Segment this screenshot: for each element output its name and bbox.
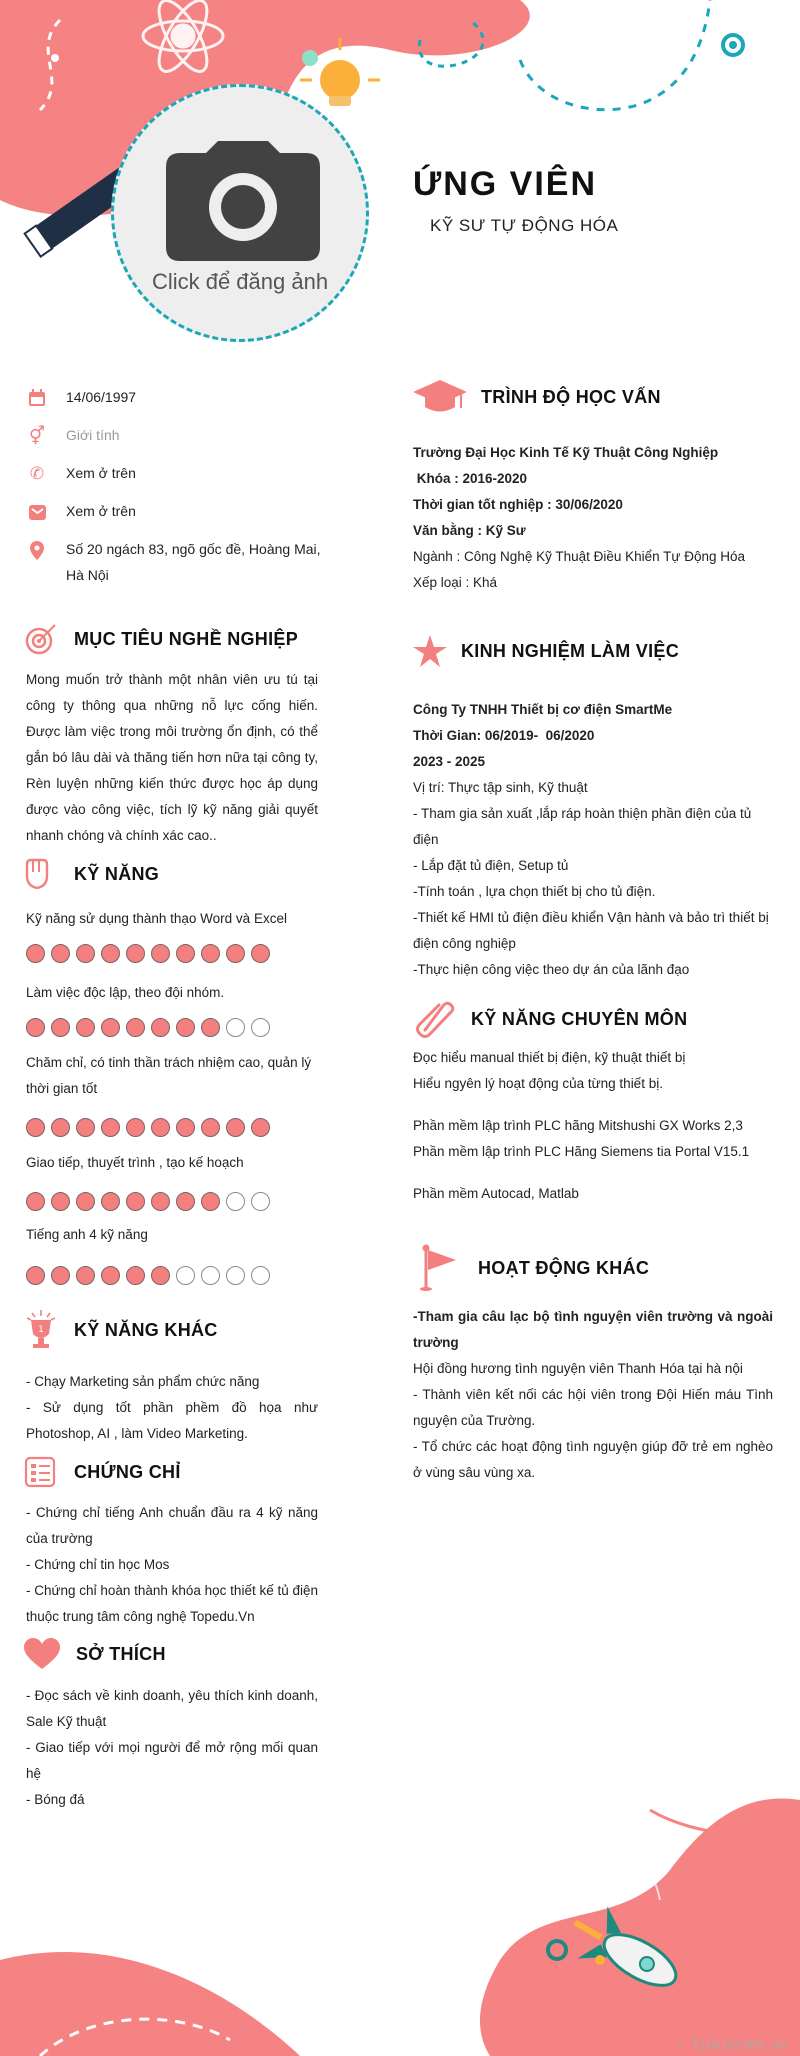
skill-rating bbox=[26, 1018, 270, 1037]
other-skills-text bbox=[26, 1369, 318, 1447]
avatar-upload[interactable] bbox=[111, 84, 369, 342]
rating-dot-filled bbox=[176, 1018, 195, 1037]
skill-label: Làm việc độc lập, theo đội nhóm. bbox=[26, 985, 225, 1000]
pro-skill-line: Phần mềm Autocad, Matlab bbox=[413, 1186, 579, 1201]
rating-dot-filled bbox=[151, 1118, 170, 1137]
education-graduation: Thời gian tốt nghiệp : 30/06/2020 bbox=[413, 497, 623, 512]
education-school: Trường Đại Học Kinh Tế Kỹ Thuật Công Nghiệp bbox=[413, 445, 719, 460]
rating-dot-filled bbox=[51, 1266, 70, 1285]
gender-value: Giới tính bbox=[66, 427, 120, 443]
rating-dot-filled bbox=[126, 1118, 145, 1137]
rating-dot-empty bbox=[251, 1192, 270, 1211]
svg-text:1: 1 bbox=[38, 1325, 44, 1335]
rating-dot-filled bbox=[26, 1192, 45, 1211]
objective-title: MỤC TIÊU NGHỀ NGHIỆP bbox=[74, 628, 299, 649]
education-body bbox=[413, 440, 773, 596]
dob-row bbox=[26, 388, 136, 410]
experience-body bbox=[413, 697, 773, 983]
job-title: KỸ SƯ TỰ ĐỘNG HÓA bbox=[430, 216, 619, 235]
rating-dot-filled bbox=[201, 1018, 220, 1037]
experience-line: -Tính toán , lựa chọn thiết bị cho tủ điện. bbox=[413, 884, 656, 899]
rating-dot-empty bbox=[176, 1266, 195, 1285]
pro-skills-header bbox=[413, 998, 687, 1040]
hobby-line: - Bóng đá bbox=[26, 1792, 85, 1807]
experience-line: - Lắp đặt tủ điện, Setup tủ bbox=[413, 858, 569, 873]
rating-dot-empty bbox=[226, 1266, 245, 1285]
experience-line: Vị trí: Thực tập sinh, Kỹ thuật bbox=[413, 780, 588, 795]
rating-dot-filled bbox=[51, 1118, 70, 1137]
rating-dot-filled bbox=[226, 1118, 245, 1137]
star-icon bbox=[413, 635, 447, 667]
rating-dot-filled bbox=[76, 1192, 95, 1211]
rating-dot-filled bbox=[201, 1192, 220, 1211]
other-skill-line: - Sử dụng tốt phần phềm đồ họa như Photoshop, AI , làm Video Marketing. bbox=[26, 1400, 318, 1441]
rating-dot-filled bbox=[76, 1266, 95, 1285]
rating-dot-filled bbox=[101, 1118, 120, 1137]
activities-title: HOẠT ĐỘNG KHÁC bbox=[478, 1257, 650, 1278]
rating-dot-filled bbox=[226, 944, 245, 963]
rating-dot-filled bbox=[101, 1018, 120, 1037]
rating-dot-filled bbox=[151, 1018, 170, 1037]
skill-label: Giao tiếp, thuyết trình , tạo kế hoạch bbox=[26, 1155, 244, 1170]
skill-rating bbox=[26, 944, 270, 963]
rating-dot-filled bbox=[26, 1018, 45, 1037]
address-value: Số 20 ngách 83, ngõ gốc đề, Hoàng Mai, Hà Nội bbox=[66, 541, 321, 583]
rating-dot-filled bbox=[151, 1192, 170, 1211]
rating-dot-filled bbox=[126, 944, 145, 963]
experience-time: Thời Gian: 06/2019- 06/2020 bbox=[413, 728, 595, 743]
address-row bbox=[26, 540, 326, 588]
rating-dot-filled bbox=[76, 944, 95, 963]
hobby-line: - Đọc sách về kinh doanh, yêu thích kinh doanh, Sale Kỹ thuật bbox=[26, 1688, 318, 1729]
skill-rating bbox=[26, 1118, 270, 1137]
skill-label: Chăm chỉ, có tinh thần trách nhiệm cao, quản lý thời gian tốt bbox=[26, 1055, 312, 1096]
flag-icon bbox=[420, 1244, 458, 1292]
activities-body bbox=[413, 1304, 773, 1486]
hobbies-title: SỞ THÍCH bbox=[76, 1643, 166, 1664]
rating-dot-filled bbox=[51, 1018, 70, 1037]
graduation-cap-icon bbox=[413, 380, 467, 414]
activity-line: Hội đồng hương tình nguyện viên Thanh Hóa tại hà nội bbox=[413, 1361, 743, 1376]
experience-line: - Tham gia sản xuất ,lắp ráp hoàn thiện phần điện của tủ điện bbox=[413, 806, 752, 847]
candidate-name: ỨNG VIÊN bbox=[413, 165, 598, 203]
rating-dot-filled bbox=[151, 944, 170, 963]
calendar-icon bbox=[26, 388, 48, 408]
rating-dot-filled bbox=[176, 1192, 195, 1211]
skill-rating bbox=[26, 1266, 270, 1285]
other-skill-line: - Chạy Marketing sản phẩm chức năng bbox=[26, 1374, 260, 1389]
experience-title: KINH NGHIỆM LÀM VIỆC bbox=[461, 640, 680, 661]
hobby-line: - Giao tiếp với mọi người để mở rộng mối quan hệ bbox=[26, 1740, 318, 1781]
education-degree: Văn bằng : Kỹ Sư bbox=[413, 523, 526, 538]
rating-dot-filled bbox=[101, 944, 120, 963]
skill-rating bbox=[26, 1192, 270, 1211]
rating-dot-filled bbox=[76, 1018, 95, 1037]
skills-header bbox=[24, 858, 159, 890]
experience-line: -Thiết kế HMI tủ điện điều khiển Vận hành và bảo trì thiết bị điện công nghiệp bbox=[413, 910, 769, 951]
skill-label: Tiếng anh 4 kỹ năng bbox=[26, 1227, 148, 1242]
activities-header bbox=[420, 1244, 649, 1292]
hobbies-header bbox=[24, 1638, 166, 1670]
activities-headline: -Tham gia câu lạc bộ tình nguyện viên trường và ngoài trường bbox=[413, 1309, 773, 1350]
email-icon bbox=[26, 502, 48, 522]
rating-dot-empty bbox=[251, 1266, 270, 1285]
trophy-icon bbox=[24, 1310, 58, 1350]
education-rank: Xếp loại : Khá bbox=[413, 575, 498, 590]
fist-icon bbox=[24, 858, 50, 890]
experience-company: Công Ty TNHH Thiết bị cơ điện SmartMe bbox=[413, 702, 673, 717]
email-row bbox=[26, 502, 136, 524]
rating-dot-filled bbox=[101, 1266, 120, 1285]
pro-skill-line: Hiểu ngyên lý hoạt động của từng thiết bị. bbox=[413, 1076, 663, 1091]
rating-dot-filled bbox=[176, 944, 195, 963]
rating-dot-filled bbox=[26, 944, 45, 963]
rating-dot-filled bbox=[251, 944, 270, 963]
rating-dot-empty bbox=[226, 1192, 245, 1211]
rating-dot-filled bbox=[51, 944, 70, 963]
heart-icon bbox=[24, 1638, 60, 1670]
gender-row bbox=[26, 426, 120, 448]
activity-line: - Tổ chức các hoạt động tình nguyện giúp đỡ trẻ em nghèo ở vùng sâu vùng xa. bbox=[413, 1439, 773, 1480]
certificates-title: CHỨNG CHỈ bbox=[74, 1461, 181, 1482]
location-pin-icon bbox=[26, 540, 48, 560]
rating-dot-filled bbox=[101, 1192, 120, 1211]
experience-time-2: 2023 - 2025 bbox=[413, 754, 486, 769]
pro-skill-line: Phần mềm lập trình PLC hãng Mitshushi GX Works 2,3 bbox=[413, 1118, 743, 1133]
certificate-line: - Chứng chỉ hoàn thành khóa học thiết kế tủ điện thuộc trung tâm công nghệ Topedu.Vn bbox=[26, 1583, 318, 1624]
rating-dot-empty bbox=[251, 1018, 270, 1037]
other-skills-title: KỸ NĂNG KHÁC bbox=[74, 1319, 218, 1340]
skills-title: KỸ NĂNG bbox=[74, 863, 160, 884]
certificate-line: - Chứng chỉ tiếng Anh chuẩn đầu ra 4 kỹ năng của trường bbox=[26, 1505, 318, 1546]
rating-dot-empty bbox=[226, 1018, 245, 1037]
rating-dot-filled bbox=[126, 1018, 145, 1037]
rating-dot-filled bbox=[26, 1118, 45, 1137]
rating-dot-filled bbox=[126, 1266, 145, 1285]
objective-header bbox=[24, 622, 298, 656]
rating-dot-filled bbox=[251, 1118, 270, 1137]
hobbies-text bbox=[26, 1683, 318, 1813]
pro-skill-line: Đọc hiểu manual thiết bị điện, kỹ thuật thiết bị bbox=[413, 1050, 686, 1065]
rating-dot-filled bbox=[76, 1118, 95, 1137]
education-title: TRÌNH ĐỘ HỌC VẤN bbox=[481, 386, 661, 407]
rating-dot-empty bbox=[201, 1266, 220, 1285]
objective-text: Mong muốn trở thành một nhân viên ưu tú tại công ty thông qua những nỗ lực cống hiến. Được làm việc trong môi trường ổn định, có thể gắn bó lâu dài và thăng tiến hơn nữa tại công ty, Rèn luyện những kiến thức được học áp dụng được vào công việc, tích lỹ kỹ năng giải quyết nhanh chóng và chính xác cao.. bbox=[26, 672, 318, 843]
rating-dot-filled bbox=[201, 1118, 220, 1137]
gender-icon: ⚥ bbox=[28, 425, 46, 447]
certificates-header bbox=[24, 1456, 181, 1488]
phone-value: Xem ở trên bbox=[66, 465, 136, 481]
rating-dot-filled bbox=[126, 1192, 145, 1211]
rating-dot-filled bbox=[201, 944, 220, 963]
checklist-icon bbox=[24, 1456, 56, 1488]
rating-dot-filled bbox=[176, 1118, 195, 1137]
footer-brand: ∴ Timviec365.vn bbox=[677, 2038, 786, 2052]
pro-skill-line: Phần mềm lập trình PLC Hãng Siemens tia Portal V15.1 bbox=[413, 1144, 750, 1159]
education-header bbox=[413, 380, 661, 414]
avatar-caption: Click để đăng ảnh bbox=[151, 269, 329, 294]
pro-skills-body bbox=[413, 1045, 773, 1207]
dob-value: 14/06/1997 bbox=[66, 389, 137, 405]
certificates-text bbox=[26, 1500, 318, 1630]
education-major: Ngành : Công Nghệ Kỹ Thuật Điều Khiển Tự Động Hóa bbox=[413, 549, 745, 564]
rating-dot-filled bbox=[151, 1266, 170, 1285]
experience-line: -Thực hiện công việc theo dự án của lãnh đạo bbox=[413, 962, 690, 977]
education-course: Khóa : 2016-2020 bbox=[413, 471, 528, 486]
rating-dot-filled bbox=[51, 1192, 70, 1211]
rating-dot-filled bbox=[26, 1266, 45, 1285]
target-icon bbox=[24, 622, 58, 656]
phone-icon: ✆ bbox=[29, 464, 45, 484]
pro-skills-title: KỸ NĂNG CHUYÊN MÔN bbox=[471, 1008, 688, 1029]
camera-icon bbox=[166, 141, 320, 261]
activity-line: - Thành viên kết nối các hội viên trong Đội Hiến máu Tình nguyện của Trường. bbox=[413, 1387, 773, 1428]
other-skills-header bbox=[24, 1310, 218, 1350]
paperclip-icon bbox=[413, 998, 455, 1040]
experience-header bbox=[413, 635, 679, 667]
skill-label: Kỹ năng sử dụng thành thạo Word và Excel bbox=[26, 911, 287, 926]
email-value: Xem ở trên bbox=[66, 503, 136, 519]
phone-row bbox=[26, 464, 136, 486]
certificate-line: - Chứng chỉ tin học Mos bbox=[26, 1557, 170, 1572]
